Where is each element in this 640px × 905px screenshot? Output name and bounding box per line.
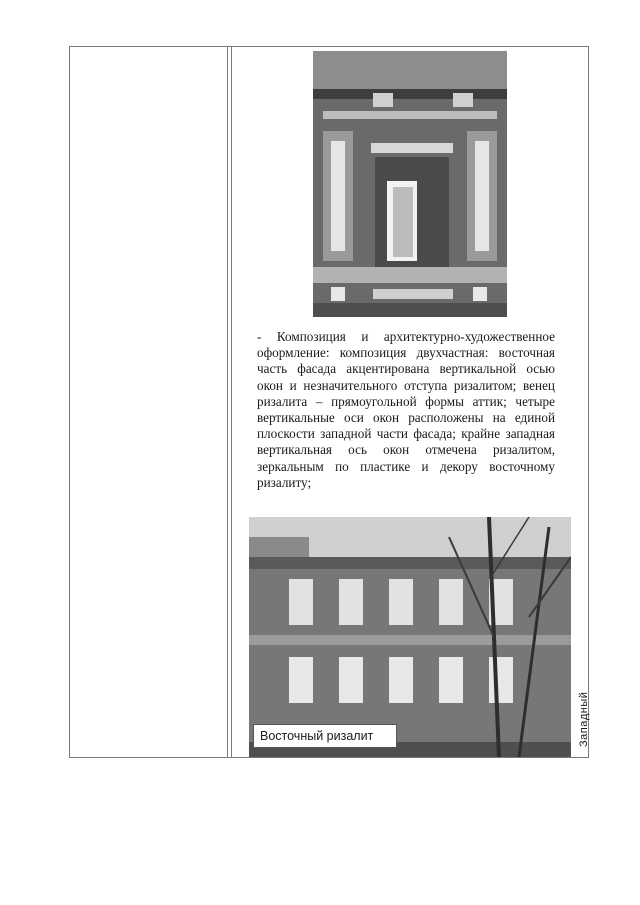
document-table [69, 46, 589, 758]
right-cell [232, 47, 588, 757]
composition-description: - Композиция и архитектурно-художественное оформление: композиция двухчастная: восточная часть фасада акцентирована вертикальной осью окон и незначительного отступа ризалитом; венец ризалита – прямоугольной формы аттик; четыре вертикальные оси окон расположены на единой плоскости западной части фасада; крайне западная вертикальная ось окон отмечена ризалитом, зеркальным по пластике и декору восточному ризалиту; [257, 329, 555, 490]
building-facade-photo [249, 517, 571, 757]
facade-window-photo [313, 51, 507, 317]
photo-caption: Восточный ризалит [253, 724, 397, 748]
column-divider [227, 47, 228, 757]
rotated-side-label: Западный [578, 691, 590, 747]
left-cell [70, 47, 227, 757]
